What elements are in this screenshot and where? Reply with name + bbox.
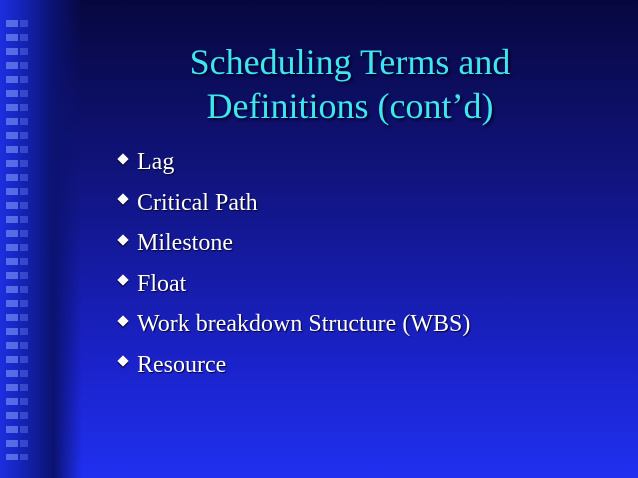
diamond-bullet-icon <box>118 194 129 205</box>
bullet-text: Critical Path <box>137 189 258 216</box>
bullet-text: Work breakdown Structure (WBS) <box>137 311 471 337</box>
slide-title-line-2: Definitions (cont’d) <box>206 86 494 126</box>
diamond-bullet-icon <box>118 316 129 327</box>
bullet-item-lag <box>118 142 470 183</box>
decorative-square-column-inner <box>20 20 28 460</box>
bullet-text: Float <box>137 270 187 297</box>
bullet-item-milestone <box>118 223 470 264</box>
bullet-item-wbs <box>118 304 470 345</box>
diamond-bullet-icon <box>118 275 129 286</box>
bullet-list <box>118 142 470 385</box>
slide-title <box>120 40 580 128</box>
decorative-square-column <box>6 20 18 460</box>
bullet-text: Milestone <box>137 230 233 256</box>
bullet-text: Resource <box>137 351 227 378</box>
diamond-bullet-icon <box>118 356 129 367</box>
bullet-item-critical-path <box>118 183 470 224</box>
decorative-left-strip <box>0 0 82 478</box>
bullet-text: Lag <box>137 149 175 175</box>
diamond-bullet-icon <box>118 235 129 246</box>
slide-title-line-1: Scheduling Terms and <box>189 42 511 82</box>
bullet-item-resource <box>118 345 470 386</box>
bullet-item-float <box>118 264 470 305</box>
diamond-bullet-icon <box>118 154 129 165</box>
